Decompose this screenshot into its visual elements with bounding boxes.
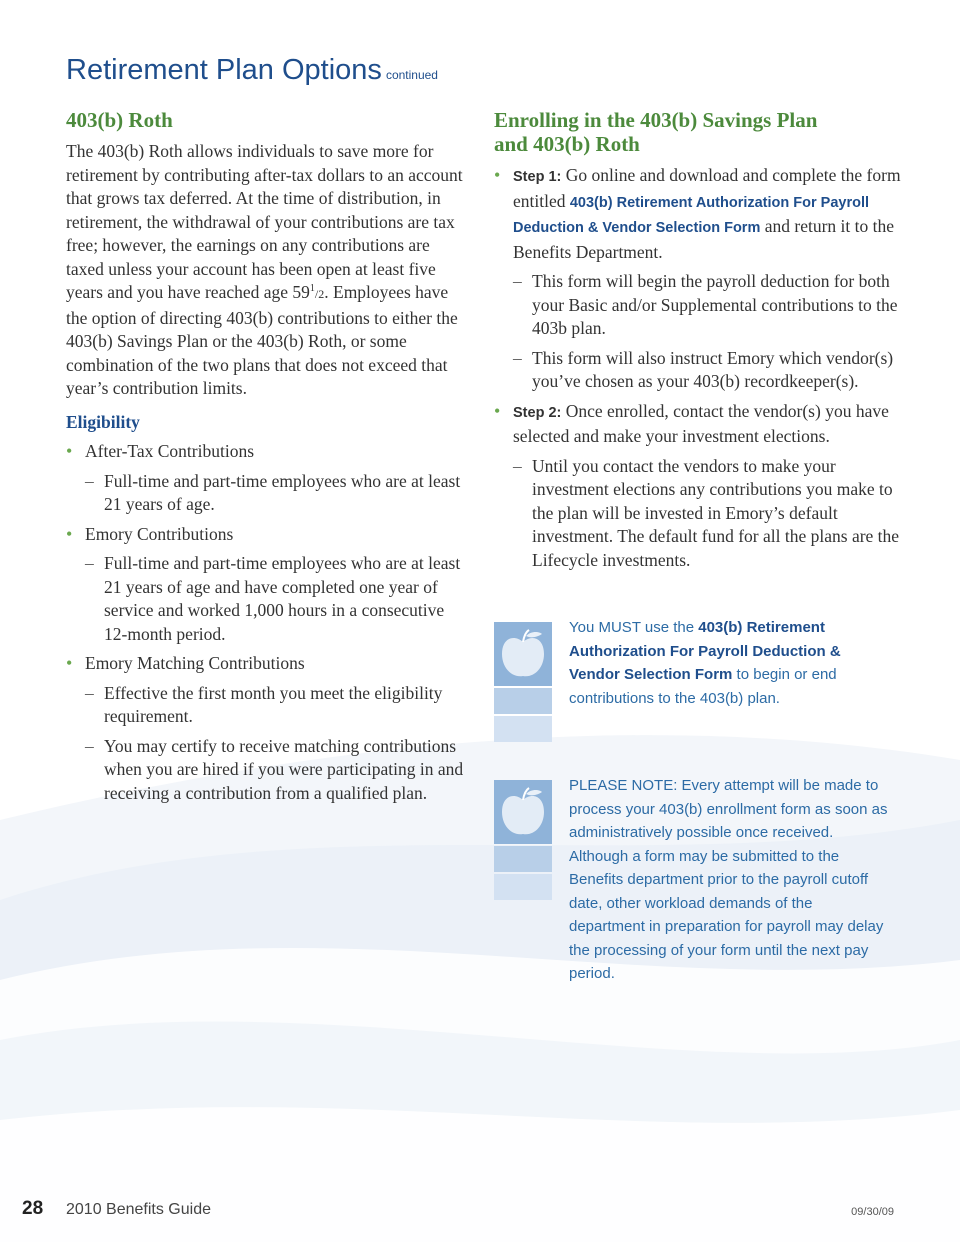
eligibility-heading: Eligibility (66, 411, 140, 432)
page-title-continued: continued (385, 68, 438, 82)
step-subitem: – This form will begin the payroll deduction for both your Basic and/or Supplemental contributions to the 403b plan. (513, 270, 904, 341)
step-1: • Step 1: Go online and download and complete the form entitled 403(b) Retirement Authorization For Payroll Deduction & Vendor Selection Form and return it to the Benefits Department. – This form will begin the payroll deduction for both your Basic and/or Supplemental contributions to the 403b plan. – This form will also instruct Emory which vendor(s) you’ve chosen as your 403(b) recordkeeper(s). (494, 164, 904, 394)
eligibility-item-matching: • Emory Matching Contributions – Effective the first month you meet the eligibility requirement. – You may certify to receive matching contributions when you are hired if you were participating in and receiving a contribution from a qualified plan. (66, 652, 466, 805)
page-title-main: Retirement Plan Options (66, 54, 382, 86)
note-please-note-text: PLEASE NOTE: Every attempt will be made to process your 403(b) enrollment form as soon as administratively possible once received. Although a form may be submitted to the Benefits department prior to the payroll cutoff date, other workload demands of the department in preparation for payroll may delay the processing of your form until the next pay period. (569, 777, 888, 982)
apple-icon (494, 622, 552, 742)
print-date: 09/30/09 (851, 1206, 894, 1218)
note-form-name: 403(b) Retirement Authorization For Payroll Deduction & Vendor Selection Form (569, 619, 841, 683)
page-number: 28 (22, 1198, 44, 1219)
step-2: • Step 2: Once enrolled, contact the vendor(s) you have selected and make your investment elections. – Until you contact the vendors to make your investment elections any contributions you make to the plan will be invested in Emory’s default investment. The default fund for all the plans are the Lifecycle investments. (494, 400, 904, 573)
page-title (66, 54, 438, 87)
note-must-use-text: You MUST use the 403(b) Retirement Authorization For Payroll Deduction & Vendor Selection Form to begin or end contributions to the 403(b) plan. (569, 619, 841, 707)
eligibility-list (66, 440, 466, 805)
eligibility-item-emory: • Emory Contributions – Full-time and part-time employees who are at least 21 years of age and have completed one year of service and worked 1,000 hours in a consecutive 12-month period. (66, 523, 466, 647)
roth-intro: The 403(b) Roth allows individuals to save more for retirement by contributing after-tax dollars to an account that grows tax deferred. At the time of distribution, in retirement, the withdrawal of your contributions are tax free; however, the earnings on any contributions are taxed unless your account has been open at least five years and you have reached age $59^1/2$. Employees have the option of directing 403(b) contributions to either the 403(b) Savings Plan or the 403(b) Roth, or some combination of the two plans that does not exceed that year’s contribution limits. (66, 141, 463, 398)
left-column (66, 108, 466, 811)
roth-heading: 403(b) Roth (66, 108, 173, 132)
eligibility-subitem: – Full-time and part-time employees who are at least 21 years of age. (85, 470, 466, 517)
apple-icon (494, 780, 552, 900)
eligibility-item-after-tax: • After-Tax Contributions – Full-time and part-time employees who are at least 21 years of age. (66, 440, 466, 517)
eligibility-subitem: – Effective the first month you meet the eligibility requirement. (85, 682, 466, 729)
steps-list (494, 164, 904, 572)
step-subitem: – Until you contact the vendors to make your investment elections any contributions you make to the plan will be invested in Emory’s default investment. The default fund for all the plans are the Lifecycle investments. (513, 455, 904, 573)
step-subitem: – This form will also instruct Emory which vendor(s) you’ve chosen as your 403(b) recordkeeper(s). (513, 347, 904, 394)
eligibility-subitem: – Full-time and part-time employees who are at least 21 years of age and have completed one year of service and worked 1,000 hours in a consecutive 12-month period. (85, 552, 466, 646)
guide-title: 2010 Benefits Guide (66, 1201, 211, 1218)
enrolling-heading: Enrolling in the 403(b) Savings Plan and 403(b) Roth (494, 108, 818, 156)
form-name: 403(b) Retirement Authorization For Payroll Deduction & Vendor Selection Form (513, 194, 870, 236)
eligibility-subitem: – You may certify to receive matching contributions when you are hired if you were participating in and receiving a contribution from a qualified plan. (85, 735, 466, 806)
right-column (494, 108, 904, 578)
